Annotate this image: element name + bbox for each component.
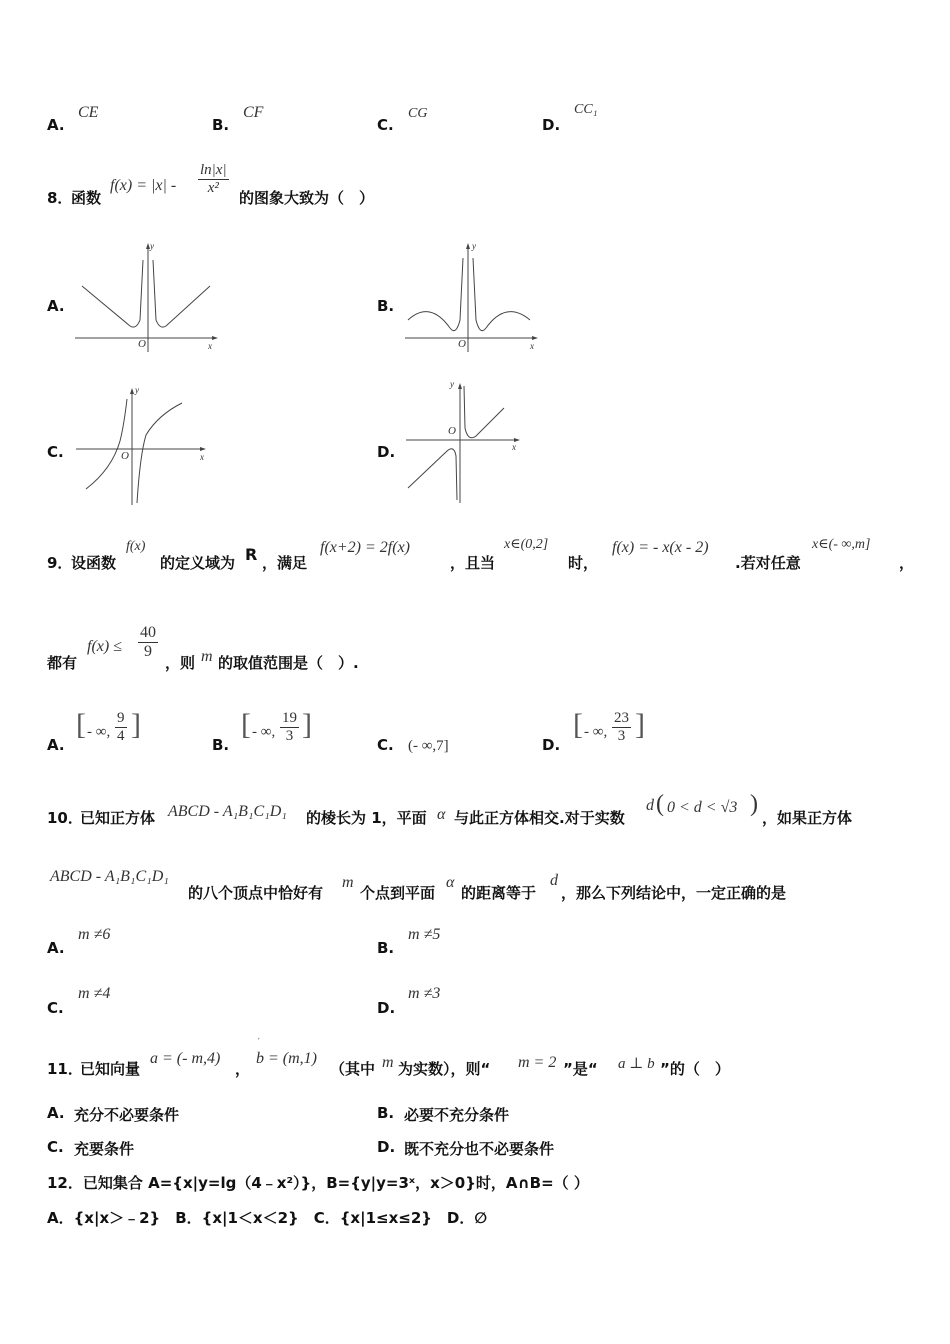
q8-option-b-label: B.: [377, 297, 395, 315]
q10-cond: 0 < d < √3: [667, 799, 738, 816]
q11-option-b-label: B.: [377, 1104, 395, 1122]
q9-b-left-bracket: [: [241, 708, 251, 741]
q10-alpha: α: [437, 806, 446, 823]
q9-d-denominator: 3: [617, 728, 626, 744]
q8-option-c-graph: [72, 385, 217, 510]
q9-a-right-bracket: ]: [131, 708, 141, 741]
q8-d-x-axis-label: x: [512, 442, 516, 452]
q9-b-right-bracket: ]: [302, 708, 312, 741]
q10-option-b-label: B.: [377, 939, 395, 957]
q11-text-2: （其中: [330, 1060, 376, 1078]
q11-option-d-label: D.: [377, 1138, 396, 1156]
q11-number: 11．: [47, 1060, 83, 1078]
q8-a-y-axis-label: y: [150, 241, 154, 251]
q8-a-x-axis-label: x: [208, 341, 212, 351]
q9-a-denominator: 4: [117, 728, 125, 744]
q11-cond-2: a ⊥ b: [618, 1056, 655, 1072]
q8-option-a-label: A.: [47, 297, 65, 315]
q11-cond-1: m = 2: [518, 1054, 557, 1071]
q9-option-a-pre: - ∞,: [87, 724, 111, 740]
q9-b-denominator: 3: [285, 728, 294, 744]
q9-option-b-pre: - ∞,: [252, 724, 276, 740]
q7-option-a-value: CE: [78, 104, 99, 121]
q9-option-c-value: (- ∞,7]: [408, 738, 449, 754]
q8-d-origin-label: O: [448, 425, 456, 437]
q9-text-5: 时，: [568, 554, 599, 572]
q10-d: d: [646, 797, 654, 814]
q8-c-x-axis-label: x: [200, 452, 204, 462]
q9-text-2: 的定义域为: [160, 554, 236, 572]
q8-option-c-label: C.: [47, 443, 64, 461]
q9-f2: f(x+2) = 2f(x): [320, 539, 410, 556]
q10-text-2: 的棱长为 1，平面: [306, 809, 427, 827]
q9-option-d-fraction: [612, 710, 631, 745]
q8-option-d-label: D.: [377, 443, 396, 461]
q11-vector-b-arrow: ˈ: [257, 1036, 261, 1048]
q9-option-a-label: A.: [47, 736, 65, 754]
q10-line2-cube: ABCD - A₁B₁C₁D₁: [50, 868, 169, 885]
q9-line2-text-1: 都有: [47, 654, 78, 672]
q10-line2-text-3: 的距离等于: [461, 884, 537, 902]
q10-line2-d: d: [550, 872, 558, 889]
q10-cube: ABCD - A₁B₁C₁D₁: [168, 803, 287, 820]
q9-f3: x∈(0,2]: [504, 537, 549, 552]
q10-line2-text-2: 个点到平面: [360, 884, 436, 902]
q12-text: 12．已知集合 A={x|y=lg（4﹣x²）}，B={y|y=3ˣ，x＞0}时，A∩B=（ ）: [47, 1174, 589, 1192]
q11-text-4: ”是“: [563, 1060, 598, 1078]
q10-text-3: 与此正方体相交.对于实数: [454, 809, 625, 827]
q10-text-1: 已知正方体: [80, 809, 156, 827]
q9-option-d-label: D.: [542, 736, 561, 754]
q10-option-a-label: A.: [47, 939, 65, 957]
q9-b-numerator: 19: [282, 710, 297, 726]
q10-text-4: ，如果正方体: [762, 809, 853, 827]
q9-line2-f1: f(x) ≤: [87, 638, 122, 655]
q9-line2-denominator: 9: [144, 643, 152, 660]
q9-option-b-label: B.: [212, 736, 230, 754]
q11-separator: ，: [235, 1060, 251, 1078]
q9-a-numerator: 9: [117, 710, 125, 726]
q8-d-y-axis-label: y: [450, 379, 454, 389]
q9-f1: f(x): [126, 539, 146, 554]
q9-line2-text-3: 的取值范围是（ ）.: [218, 654, 359, 672]
q7-option-a-label: A.: [47, 116, 65, 134]
q9-d-left-bracket: [: [573, 708, 583, 741]
q7-option-b-value: CF: [243, 104, 264, 121]
q11-vector-a: a = (- m,4): [150, 1050, 221, 1067]
q9-option-a-fraction: [115, 710, 127, 745]
q7-option-d-value: CC₁: [574, 102, 598, 117]
q11-option-a-value: 充分不必要条件: [74, 1106, 180, 1124]
q8-prefix: 函数: [71, 189, 102, 207]
q9-f4: f(x) = - x(x - 2): [612, 539, 709, 556]
q8-b-x-axis-label: x: [530, 341, 534, 351]
q9-text-7: ，: [899, 554, 915, 572]
q7-option-d-label: D.: [542, 116, 561, 134]
q10-line2-text-1: 的八个顶点中恰好有: [188, 884, 324, 902]
q10-option-a-value: m ≠6: [78, 926, 111, 943]
q10-number: 10．: [47, 809, 83, 827]
q7-option-c-label: C.: [377, 116, 394, 134]
q11-text-3: 为实数），则“: [398, 1060, 491, 1078]
q8-c-y-axis-label: y: [135, 385, 139, 395]
q7-option-b-label: B.: [212, 116, 230, 134]
q8-frac-denominator: x²: [207, 180, 219, 196]
q9-line2-text-2: ，则: [165, 654, 196, 672]
q10-option-c-value: m ≠4: [78, 985, 111, 1002]
q9-f5: x∈(- ∞,m]: [812, 537, 871, 552]
q9-option-c-label: C.: [377, 736, 394, 754]
q9-d-right-bracket: ]: [635, 708, 645, 741]
q8-c-origin-label: O: [121, 450, 129, 462]
q11-option-a-label: A.: [47, 1104, 65, 1122]
q9-text-4: ，且当: [450, 554, 496, 572]
q11-option-c-label: C.: [47, 1138, 64, 1156]
q9-text-3: ，满足: [262, 554, 308, 572]
q8-number: 8．: [47, 189, 73, 207]
q9-option-b-fraction: [280, 710, 299, 745]
q9-line2-m: m: [201, 648, 213, 665]
q8-suffix: 的图象大致为（ ）: [239, 189, 375, 207]
q10-line2-alpha: α: [446, 874, 455, 891]
q8-b-origin-label: O: [458, 338, 466, 350]
q9-text-6: .若对任意: [735, 554, 801, 572]
q11-option-b-value: 必要不充分条件: [404, 1106, 510, 1124]
q10-option-d-value: m ≠3: [408, 985, 441, 1002]
q10-line2-m: m: [342, 874, 354, 891]
q12-options: A．{x|x＞﹣2} B．{x|1＜x＜2} C．{x|1≤x≤2} D．∅: [47, 1209, 488, 1227]
q8-formula-left: f(x) = |x| -: [110, 177, 177, 194]
q11-text-1: 已知向量: [80, 1060, 141, 1078]
q8-b-y-axis-label: y: [472, 241, 476, 251]
q7-option-c-value: CG: [408, 106, 428, 121]
q11-m: m: [382, 1054, 394, 1071]
q10-option-b-value: m ≠5: [408, 926, 441, 943]
q9-R: R: [245, 545, 258, 564]
q11-text-5: ”的（ ）: [660, 1060, 730, 1078]
q9-line2-numerator: 40: [140, 624, 156, 641]
q9-number: 9．: [47, 554, 73, 572]
q10-option-d-label: D.: [377, 999, 396, 1017]
q11-vector-b: b = (m,1): [256, 1050, 318, 1067]
q8-option-b-graph: [400, 240, 550, 355]
q10-option-c-label: C.: [47, 999, 64, 1017]
q10-line2-text-4: ，那么下列结论中，一定正确的是: [561, 884, 787, 902]
q9-line2-fraction: [138, 624, 158, 661]
q8-a-origin-label: O: [138, 338, 146, 350]
q10-cond-right-paren: ): [750, 791, 758, 817]
q8-formula-fraction: [198, 162, 229, 197]
q8-frac-numerator: ln|x|: [200, 162, 227, 178]
q11-option-c-value: 充要条件: [74, 1140, 135, 1158]
q9-text-1: 设函数: [71, 554, 117, 572]
q9-a-left-bracket: [: [76, 708, 86, 741]
q9-option-d-pre: - ∞,: [584, 724, 608, 740]
q11-option-d-value: 既不充分也不必要条件: [404, 1140, 555, 1158]
q9-d-numerator: 23: [614, 710, 629, 726]
q10-cond-left-paren: (: [656, 791, 664, 817]
